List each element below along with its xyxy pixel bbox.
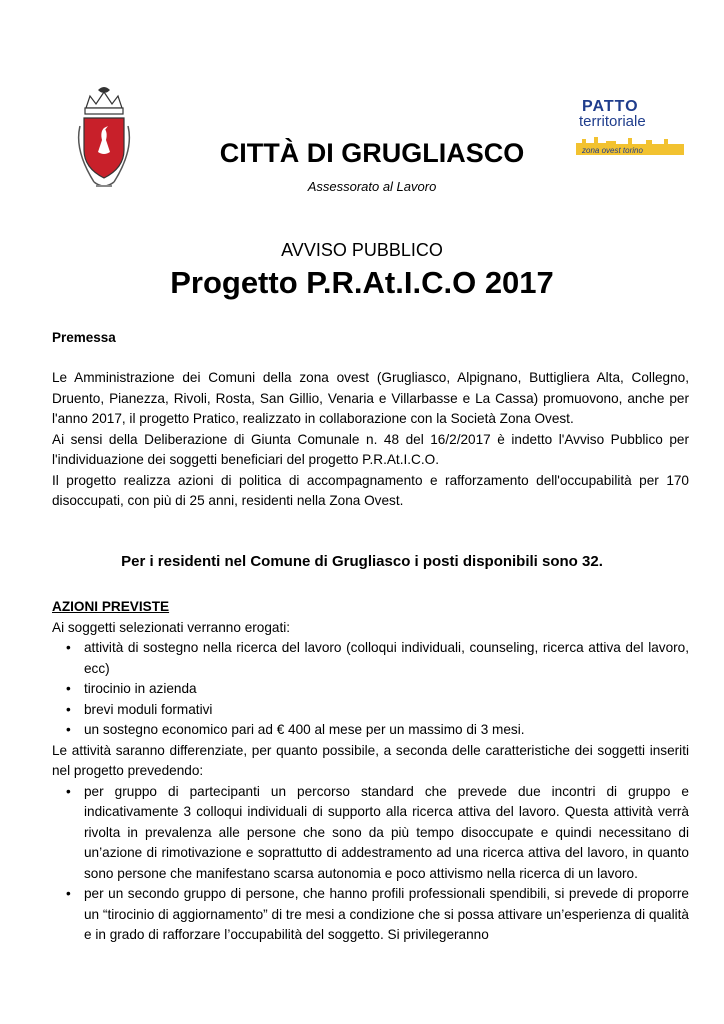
premessa-heading: Premessa <box>52 330 116 345</box>
city-title: CITTÀ DI GRUGLIASCO <box>219 138 525 168</box>
azioni-section <box>52 597 689 946</box>
differenziazione-text: Le attività saranno differenziate, per quanto possibile, a seconda delle caratteristiche dei soggetti inseriti nel progetto prevedendo: <box>52 742 689 778</box>
logo-line-1: PATTO <box>582 98 639 115</box>
premessa-paragraph: Il progetto realizza azioni di politica di accompagnamento e rafforzamento dell'occupabilità per 170 disoccupati, con più di 25 anni, residenti nella Zona Ovest. <box>52 472 689 508</box>
posti-disponibili-note: Per i residenti nel Comune di Grugliasco i posti disponibili sono 32. <box>121 553 603 570</box>
notice-label: AVVISO PUBBLICO <box>281 240 443 260</box>
premessa-text <box>52 368 689 512</box>
list-item: • brevi moduli formativi <box>66 700 689 721</box>
list-item: • per gruppo di partecipanti un percorso standard che prevede due incontri di gruppo e indicativamente 3 colloqui individuali di supporto alla ricerca attiva del lavoro. Questa attività verrà rivolta in prevalenza alle persone che sono da più tempo disoccupate e quindi necessitano di un’azione di rimotivazione e soprattutto di addestramento ad una ricerca attiva del lavoro, in quanto sono persone che manifestano scarsa autonomia e poco attivismo nella ricerca di un lavoro. <box>66 782 689 885</box>
logo-line-3: zona ovest torino <box>582 146 643 155</box>
premessa-paragraph: Le Amministrazione dei Comuni della zona ovest (Grugliasco, Alpignano, Buttigliera Alta, Collegno, Druento, Pianezza, Rivoli, Rosta, San Gillio, Venaria e Villarbasse e La Cassa) promuovono, anche per l'anno 2017, il progetto Pratico, realizzato in collaborazione con la Società Zona Ovest. <box>52 370 689 426</box>
list-item: • per un secondo gruppo di persone, che hanno profili professionali spendibili, si prevede di proporre un “tirocinio di aggiornamento” di tre mesi a condizione che si possa attivare un’esperienza di qualità e in grado di rafforzare l’occupabilità del soggetto. Si privilegeranno <box>66 884 689 946</box>
list-item: • tirocinio in azienda <box>66 679 689 700</box>
azioni-intro: Ai soggetti selezionati verranno erogati: <box>52 619 291 635</box>
notice-title: Progetto P.R.At.I.C.O 2017 <box>170 265 554 300</box>
azioni-heading: AZIONI PREVISTE <box>52 599 170 614</box>
premessa-paragraph: Ai sensi della Deliberazione di Giunta Comunale n. 48 del 16/2/2017 è indetto l'Avviso Pubblico per l'individuazione dei soggetti beneficiari del progetto P.R.At.I.C.O. <box>52 431 689 467</box>
list-item: • attività di sostegno nella ricerca del lavoro (colloqui individuali, counseling, ricerca attiva del lavoro, ecc) <box>66 638 689 679</box>
logo-line-2: territoriale <box>579 113 646 130</box>
list-item: • un sostegno economico pari ad € 400 al mese per un massimo di 3 mesi. <box>66 720 689 741</box>
azioni-list <box>52 638 689 741</box>
groups-list <box>52 782 689 946</box>
department-subtitle: Assessorato al Lavoro <box>307 179 437 194</box>
